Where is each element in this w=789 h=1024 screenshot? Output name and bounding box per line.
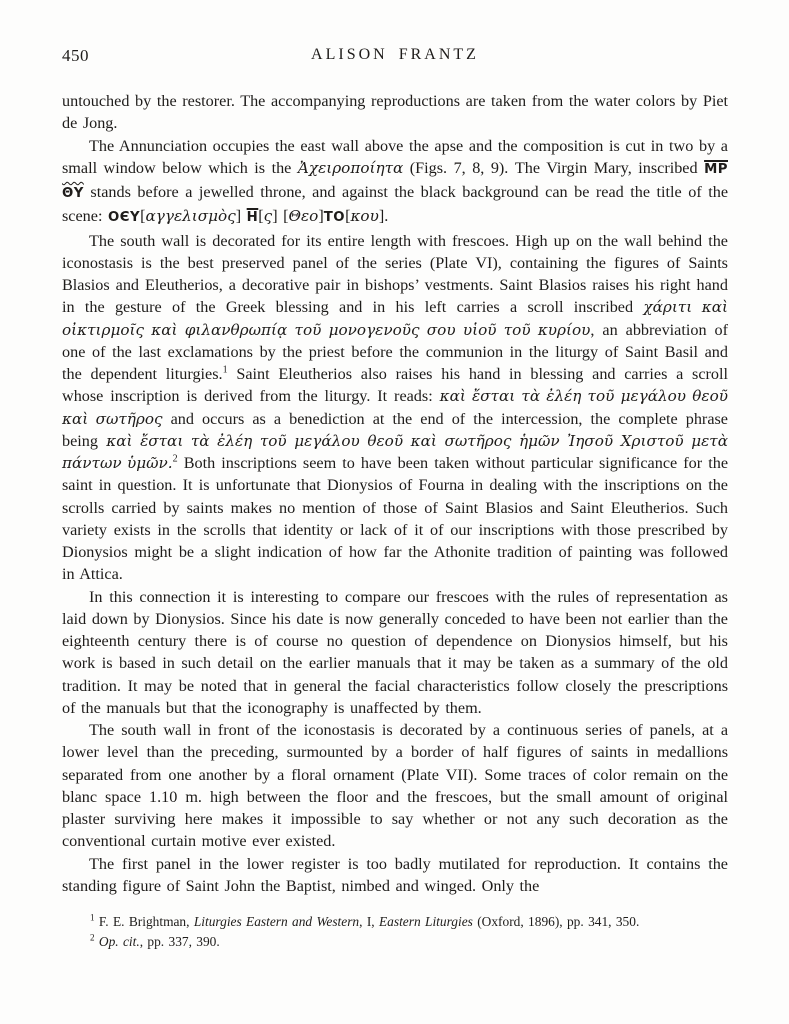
text-run: ΟЄΥ <box>108 210 141 226</box>
paragraph <box>62 719 728 853</box>
body-text <box>62 90 728 897</box>
text-run: untouched by the restorer. The accompanying reproductions are taken from the water colors by Piet de Jong. <box>62 92 728 133</box>
footnote-marker: 1 <box>90 912 95 923</box>
text-run: ΤΟ <box>323 210 346 226</box>
text-run: The Annunciation occupies the east wall above the apse and the composition is cut in two by a small window below which is the <box>62 136 728 177</box>
paragraph <box>62 90 728 135</box>
text-run: ]. <box>378 207 389 226</box>
text-run: Saint Eleutherios also raises his hand in blessing and carries a scroll whose inscription is derived from the liturgy. It reads: <box>62 365 728 406</box>
footnotes <box>62 912 728 951</box>
text-run: Op. cit. <box>98 933 140 949</box>
text-run: The south wall in front of the iconostasis is decorated by a continuous series of panels, at a lower level than the preceding, surmounted by a border of half figures of saints in medallions separated from one another by a floral ornament (Plate VII). Some traces of color remain on the blanc space 1.10 m. high between the floor and the frescoes, but the small amount of original plaster surviving here makes it impossible to say whether or not any such decoration as the conventional curtain motive ever existed. <box>62 721 728 851</box>
footnote-marker: 2 <box>90 932 95 943</box>
text-run: καὶ ἔσται τὰ ἐλέη τοῦ μεγάλου θεοῦ καὶ σωτῆρος ἡμῶν Ἰησοῦ Χριστοῦ μετὰ πάντων ὑμῶν. <box>62 431 728 472</box>
text-run: 1 <box>222 364 228 376</box>
text-run: (Figs. 7, 8, 9). The Virgin Mary, inscribed <box>403 158 705 177</box>
text-run: ] <box>318 207 324 226</box>
text-run: Liturgies Eastern and Western <box>193 914 360 929</box>
text-run: ς <box>263 207 273 226</box>
text-run: stands before a jewelled throne, and against the black background can be read the title of the scene: <box>62 183 728 226</box>
text-run: ΘΥ <box>62 186 84 201</box>
text-run: Ἀχειροποίητα <box>297 158 404 177</box>
footnote <box>62 932 728 952</box>
text-run: 2 <box>172 453 178 465</box>
text-run: [ <box>140 207 146 226</box>
text-run: $\overline{H}$ <box>246 210 259 226</box>
running-head <box>62 46 728 90</box>
text-run: $\overline{MP}$ <box>704 161 728 177</box>
text-run: , an abbreviation of one of the last exclamations by the priest before the communion in the liturgy of Saint Basil and the dependent liturgies. <box>62 320 728 383</box>
text-run: , I, <box>359 914 379 929</box>
text-run: F. E. Brightman, <box>94 914 194 929</box>
text-run: , pp. 337, 390. <box>139 933 220 949</box>
footnote <box>62 912 728 932</box>
paragraph <box>62 853 728 898</box>
text-run: ] [ <box>272 207 289 226</box>
paragraph <box>62 135 728 230</box>
text-run: χάριτι καὶ οἰκτιρμοῖς καὶ φιλανθρωπίᾳ τοῦ μονογενοῦς σου υἱοῦ τοῦ κυρίου <box>62 298 728 339</box>
text-run: The first panel in the lower register is too badly mutilated for reproduction. It contains the standing figure of Saint John the Baptist, nimbed and winged. Only the <box>62 854 728 895</box>
paragraph <box>62 230 728 586</box>
text-run: κου <box>350 207 379 226</box>
paragraph <box>62 586 728 720</box>
text-run: [ <box>345 207 351 226</box>
text-run: [ <box>258 207 264 226</box>
text-run: καὶ ἔσται τὰ ἐλέη τοῦ μεγάλου θεοῦ καὶ σωτῆρος <box>62 387 728 428</box>
text-run: αγγελισμὸς <box>145 207 236 226</box>
text-run: The south wall is decorated for its entire length with frescoes. High up on the wall behind the iconostasis is the best preserved panel of the series (Plate VI), containing the figures of Saints Blasios and Eleutherios, a decorative pair in bishops’ vestments. Saint Blasios raises his right hand in the gesture of the Greek blessing and in his left carries a scroll inscribed <box>62 231 728 317</box>
text-run: ] <box>235 207 247 226</box>
text-run: Eastern Liturgies <box>379 914 473 929</box>
running-header-author: ALISON FRANTZ <box>311 46 479 63</box>
page-number: 450 <box>62 46 89 65</box>
text-run: Θεο <box>288 207 319 226</box>
text-block <box>62 46 728 951</box>
text-run: (Oxford, 1896), pp. 341, 350. <box>472 914 640 929</box>
text-run: In this connection it is interesting to compare our frescoes with the rules of representation as laid down by Dionysios. Since his date is now generally conceded to have been not earlier than the eighteenth century there is of course no question of dependence on Dionysios himself, but his work is based in such detail on the earlier manuals that it may be taken as a summary of the old tradition. It may be noted that in general the facial characteristics follow closely the prescriptions of the manuals but that the iconography is unaffected by them. <box>62 587 728 717</box>
text-run: Both inscriptions seem to have been taken without particular significance for the saint in question. It is unfortunate that Dionysios of Fourna in dealing with the inscriptions on the scrolls carried by saints makes no mention of those of Saint Blasios and Saint Eleutherios. Such variety exists in the scrolls that identity or lack of it of our inscriptions with those prescribed by Dionysios might be a slight indication of how far the Athonite tradition of painting was followed in Attica. <box>62 454 729 584</box>
text-run: and occurs as a benediction at the end of the intercession, the complete phrase being <box>62 409 728 450</box>
